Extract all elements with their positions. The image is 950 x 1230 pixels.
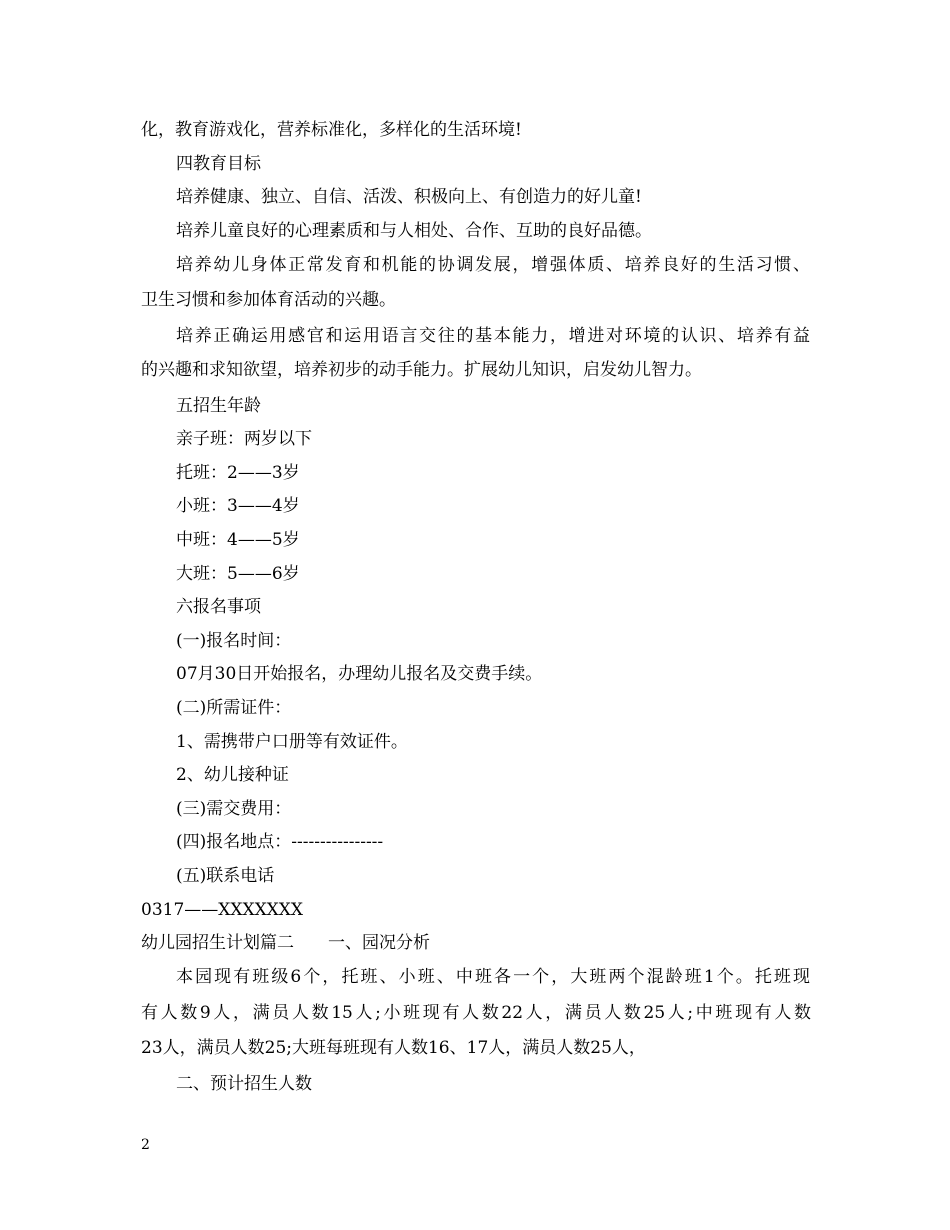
section-title-part-two: 幼儿园招生计划篇二 一、园况分析 — [141, 933, 430, 953]
heading-registration: 六报名事项 — [176, 597, 261, 617]
heading-education-goals: 四教育目标 — [176, 154, 261, 174]
text-line-22: (四)报名地点：---------------- — [176, 832, 384, 852]
heading-expected-enrollment: 二、预计招生人数 — [176, 1074, 312, 1094]
text-line-4: 培养儿童良好的心理素质和与人相处、合作、互助的良好品德。 — [176, 221, 652, 241]
text-line-20: 2、幼儿接种证 — [176, 765, 289, 785]
text-line-7: 培养正确运用感官和运用语言交往的基本能力，增进对环境的认识、培养有益 — [176, 326, 810, 346]
heading-enrollment-age: 五招生年龄 — [176, 396, 261, 416]
text-line-5: 培养幼儿身体正常发育和机能的协调发展，增强体质、培养良好的生活习惯、 — [176, 255, 810, 275]
text-line-13: 中班：4——5岁 — [176, 530, 300, 550]
text-line-16: (一)报名时间： — [176, 631, 292, 651]
text-line-12: 小班：3——4岁 — [176, 496, 300, 516]
text-line-17: 07月30日开始报名，办理幼儿报名及交费手续。 — [176, 664, 543, 684]
text-line-3: 培养健康、独立、自信、活泼、积极向上、有创造力的好儿童! — [176, 187, 642, 207]
text-line-11: 托班：2——3岁 — [176, 463, 300, 483]
text-line-18: (二)所需证件： — [176, 698, 292, 718]
text-line-10: 亲子班：两岁以下 — [176, 429, 312, 449]
text-line-24: 0317——XXXXXXX — [141, 900, 303, 920]
text-line-19: 1、需携带户口册等有效证件。 — [176, 732, 408, 752]
text-line-1: 化，教育游戏化，营养标准化，多样化的生活环境! — [141, 120, 522, 140]
text-line-8: 的兴趣和求知欲望，培养初步的动手能力。扩展幼儿知识，启发幼儿智力。 — [141, 360, 702, 380]
page-number: 2 — [141, 1137, 150, 1153]
text-line-23: (五)联系电话 — [176, 866, 275, 886]
text-line-14: 大班：5——6岁 — [176, 564, 300, 584]
text-line-27: 有人数9人，满员人数15人;小班现有人数22人，满员人数25人;中班现有人数 — [141, 1003, 811, 1023]
text-line-26: 本园现有班级6个，托班、小班、中班各一个，大班两个混龄班1个。托班现 — [176, 967, 810, 987]
text-line-28: 23人，满员人数25;大班每班现有人数16、17人，满员人数25人， — [141, 1038, 646, 1058]
text-line-21: (三)需交费用： — [176, 799, 292, 819]
text-line-6: 卫生习惯和参加体育活动的兴趣。 — [141, 290, 396, 310]
